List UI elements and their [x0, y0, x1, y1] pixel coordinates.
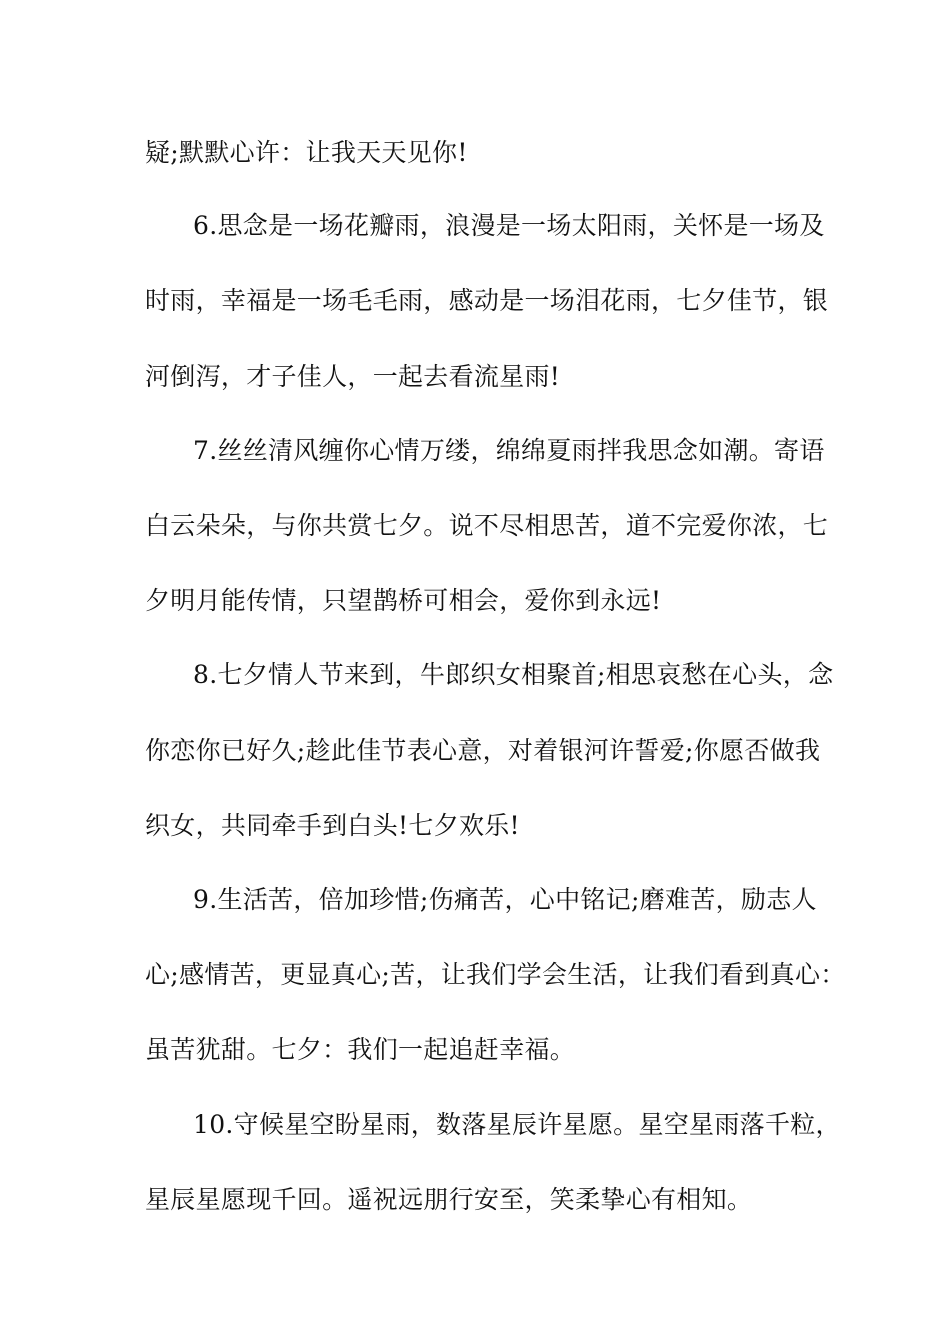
- text-line: 时雨，幸福是一场毛毛雨，感动是一场泪花雨，七夕佳节，银: [145, 286, 829, 315]
- text-line: 疑;默默心许：让我天天见你!: [145, 138, 468, 167]
- text-line: 河倒泻，才子佳人，一起去看流星雨!: [145, 362, 561, 391]
- paragraph-8-line: 8.七夕情人节来到，牛郎织女相聚首;相思哀愁在心头，念: [193, 660, 834, 689]
- text-line: 白云朵朵，与你共赏七夕。说不尽相思苦，道不完爱你浓，七: [145, 511, 829, 540]
- paragraph-9-line: 9.生活苦，倍加珍惜;伤痛苦，心中铭记;磨难苦，励志人: [193, 885, 817, 914]
- paragraph-7-line: 7.丝丝清风缠你心情万缕，绵绵夏雨拌我思念如潮。寄语: [193, 436, 825, 465]
- text-line: 夕明月能传情，只望鹊桥可相会，爱你到永远!: [145, 586, 662, 615]
- text-line: 织女，共同牵手到白头!七夕欢乐!: [145, 811, 520, 840]
- paragraph-10-line: 10.守候星空盼星雨，数落星辰许星愿。星空星雨落千粒，: [193, 1110, 841, 1139]
- paragraph-6-line: 6.思念是一场花瓣雨，浪漫是一场太阳雨，关怀是一场及: [193, 211, 825, 240]
- text-line: 虽苦犹甜。七夕：我们一起追赶幸福。: [145, 1035, 576, 1064]
- text-line: 心;感情苦，更显真心;苦，让我们学会生活，让我们看到真心：: [145, 960, 846, 989]
- text-line: 你恋你已好久;趁此佳节表心意，对着银河许誓爱;你愿否做我: [145, 736, 821, 765]
- text-line: 星辰星愿现千回。遥祝远朋行安至，笑柔挚心有相知。: [145, 1185, 753, 1214]
